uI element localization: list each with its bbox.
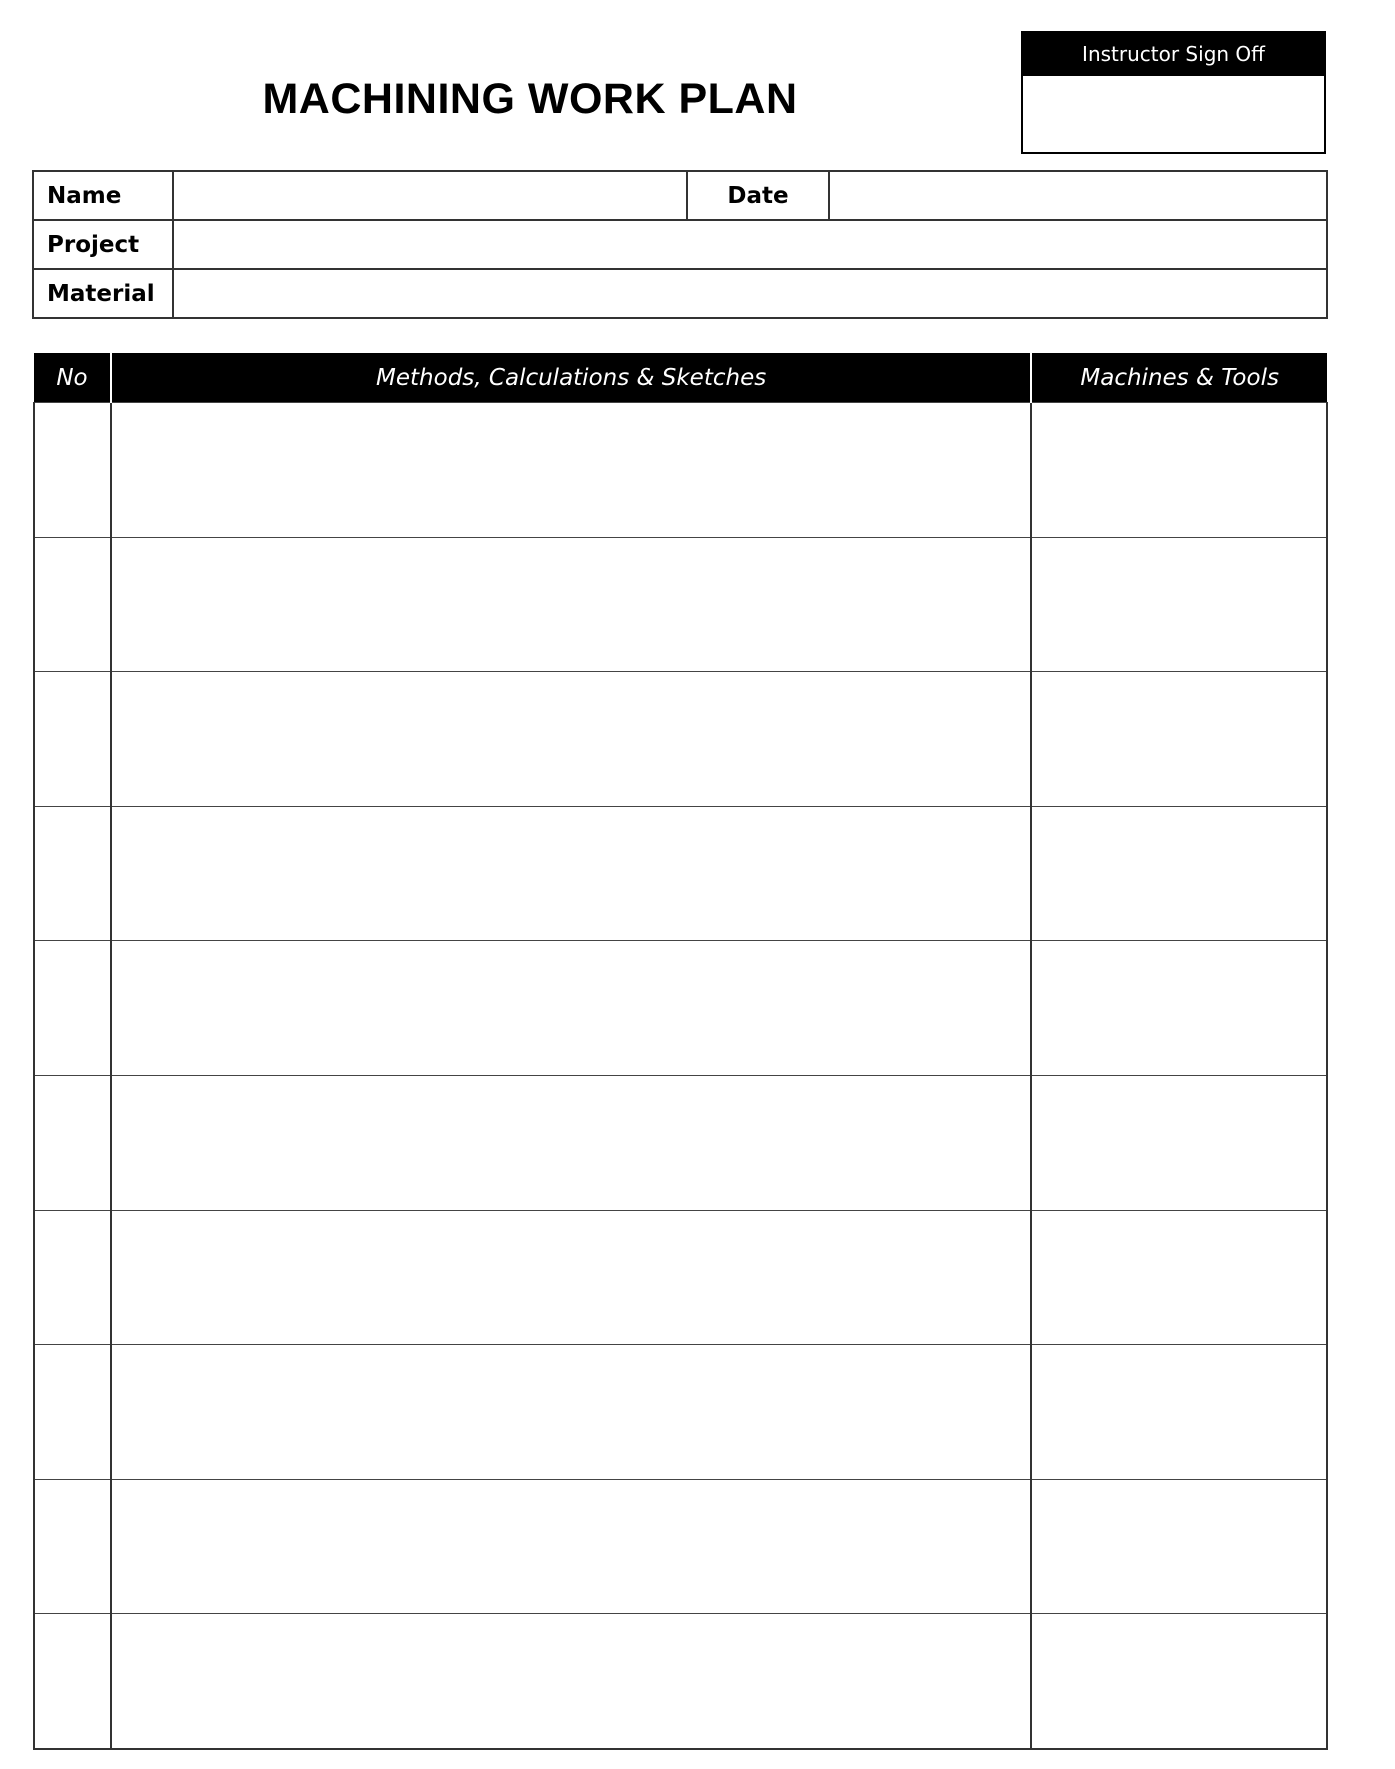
methods-cell[interactable] [111, 941, 1031, 1076]
info-table [32, 170, 1328, 319]
no-cell[interactable] [34, 806, 111, 941]
info-row-material [33, 269, 1327, 318]
methods-cell[interactable] [111, 1075, 1031, 1210]
no-cell[interactable] [34, 403, 111, 538]
machines-tools-cell[interactable] [1031, 806, 1327, 941]
table-row [34, 1479, 1327, 1614]
methods-cell[interactable] [111, 1210, 1031, 1345]
machines-tools-cell[interactable] [1031, 403, 1327, 538]
methods-cell[interactable] [111, 1479, 1031, 1614]
table-row [34, 1210, 1327, 1345]
methods-cell[interactable] [111, 672, 1031, 807]
no-cell[interactable] [34, 1479, 111, 1614]
sign-off-label: Instructor Sign Off [1023, 33, 1324, 76]
table-row [34, 1614, 1327, 1749]
page-title: MACHINING WORK PLAN [262, 75, 798, 123]
date-field[interactable] [829, 171, 1327, 220]
date-label: Date [687, 171, 829, 220]
no-cell[interactable] [34, 1345, 111, 1480]
material-field[interactable] [173, 269, 1327, 318]
machines-tools-cell[interactable] [1031, 1614, 1327, 1749]
name-field[interactable] [173, 171, 687, 220]
table-row [34, 403, 1327, 538]
machines-tools-cell[interactable] [1031, 537, 1327, 672]
table-row [34, 537, 1327, 672]
no-cell[interactable] [34, 1075, 111, 1210]
no-cell[interactable] [34, 537, 111, 672]
table-row [34, 941, 1327, 1076]
methods-cell[interactable] [111, 1614, 1031, 1749]
material-label: Material [33, 269, 173, 318]
machines-tools-cell[interactable] [1031, 1075, 1327, 1210]
no-cell[interactable] [34, 1614, 111, 1749]
table-row [34, 1075, 1327, 1210]
no-cell[interactable] [34, 672, 111, 807]
info-row-name [33, 171, 1327, 220]
column-header-no: No [34, 353, 111, 403]
machines-tools-cell[interactable] [1031, 672, 1327, 807]
methods-cell[interactable] [111, 806, 1031, 941]
table-row [34, 1345, 1327, 1480]
methods-cell[interactable] [111, 403, 1031, 538]
column-header-machines-tools: Machines & Tools [1031, 353, 1327, 403]
no-cell[interactable] [34, 1210, 111, 1345]
instructor-sign-off-box [1021, 31, 1326, 154]
work-plan-table [33, 353, 1328, 1750]
no-cell[interactable] [34, 941, 111, 1076]
machines-tools-cell[interactable] [1031, 1210, 1327, 1345]
machines-tools-cell[interactable] [1031, 941, 1327, 1076]
table-header-row [34, 353, 1327, 403]
project-field[interactable] [173, 220, 1327, 269]
info-row-project [33, 220, 1327, 269]
table-row [34, 806, 1327, 941]
name-label: Name [33, 171, 173, 220]
methods-cell[interactable] [111, 1345, 1031, 1480]
table-row [34, 672, 1327, 807]
methods-cell[interactable] [111, 537, 1031, 672]
machines-tools-cell[interactable] [1031, 1479, 1327, 1614]
sign-off-field[interactable] [1023, 76, 1324, 152]
project-label: Project [33, 220, 173, 269]
machines-tools-cell[interactable] [1031, 1345, 1327, 1480]
column-header-methods: Methods, Calculations & Sketches [111, 353, 1031, 403]
